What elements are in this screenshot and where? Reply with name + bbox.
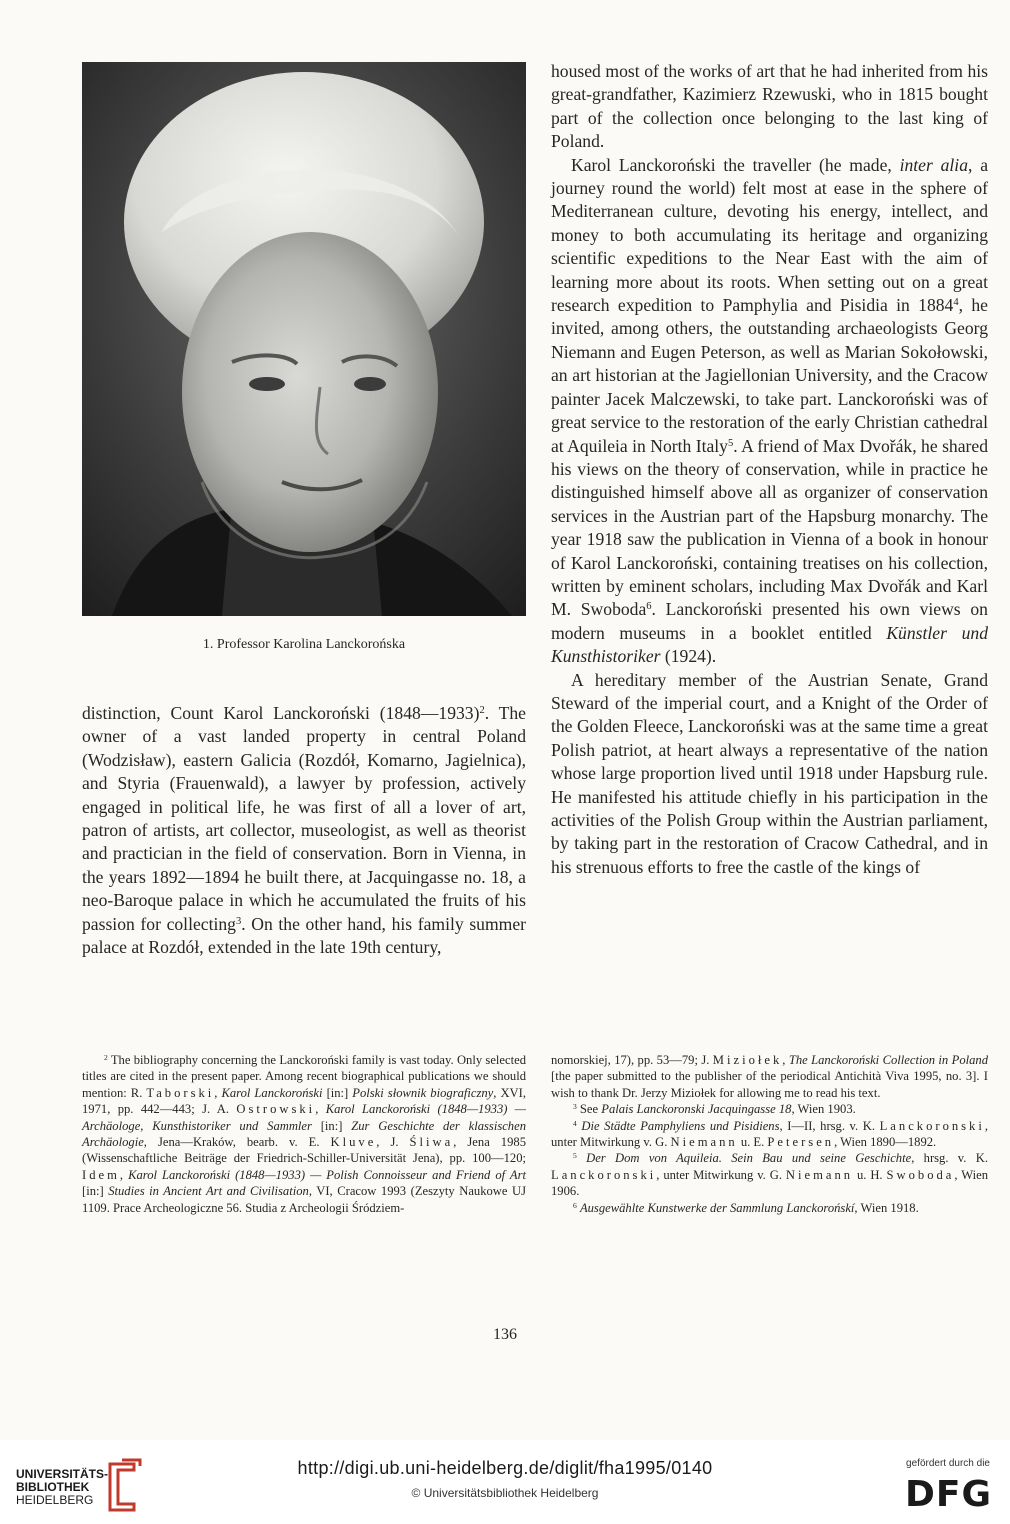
right-column-body <box>551 60 988 879</box>
left-column-body <box>82 702 526 959</box>
page-number: 136 <box>493 1326 517 1343</box>
funding-note: gefördert durch die <box>906 1458 990 1469</box>
footnotes-left <box>82 1052 526 1216</box>
dfg-logo: DFG <box>904 1474 992 1515</box>
paragraph-traveller: Karol Lanckoroński the traveller (he made, inter alia, a journey round the world) felt most at ease in the sphere of Mediterranean culture, devoting his energy, intellect, and money to both accumulating its heritage and organizing scientific expeditions to the Near East with the aim of learning more about its roots. When setting out on a great research expedition to Pamphylia and Pisidia in 1884$^4$, he invited, among others, the outstanding archaeologists Georg Niemann and Eugen Peterson, as well as Marian Sokołowski, an art historian at the Jagiellonian University, and the Cracow painter Jacek Malczewski, to take part. Lanckoroński was of great service to the restoration of the early Christian cathedral at Aquileia in North Italy$^5$. A friend of Max Dvořák, he shared his views on the theory of conservation, while in practice he distinguished himself above all as organizer of conservation services in the Austrian part of the Hapsburg monarchy. The year 1918 saw the publication in Vienna of a book in honour of Karol Lanckoroński, containing treatises on his collection, written by eminent scholars, including Max Dvořák and Karl M. Swoboda$^6$. Lanckoroński presented his own views on modern museums in a booklet entitled Künstler und Kunsthistoriker (1924). <box>551 154 988 667</box>
copyright-notice: © Universitätsbibliothek Heidelberg <box>411 1486 599 1500</box>
portrait-illustration <box>82 62 526 616</box>
photo-caption: 1. Professor Karolina Lanckorońska <box>202 637 406 652</box>
document-url-link[interactable]: http://digi.ub.uni-heidelberg.de/diglit/fha1995/0140 <box>297 1458 713 1478</box>
digitization-footer <box>0 1440 1010 1524</box>
paragraph-distinction: distinction, Count Karol Lanckoroński (1848—1933)$^2$. The owner of a vast landed property in central Poland (Wodzisław), eastern Galicia (Rozdół, Komarno, Jagielnica), and Styria (Frauenwald), a lawyer by profession, actively engaged in political life, he was first of all a lover of art, patron of artists, art collector, museologist, as well as theorist and practician in the field of conservation. Born in Vienna, in the years 1892—1894 he built there, at Jacquingasse no. 18, a neo-Baroque palace in which he accumulated the fruits of his passion for collecting$^3$. On the other hand, his family summer palace at Rozdół, extended in the late 19th century, <box>82 703 526 958</box>
footnote-3: $^3$ See Palais Lanckoronski Jacquingasse 18, Wien 1903. <box>573 1102 856 1117</box>
footnote-2-continued: nomorskiej, 17), pp. 53—79; J. Miziołek, The Lanckoroński Collection in Poland [the paper submitted to the publisher of the periodical Antichità Viva 1995, no. 3]. I wish to thank Dr. Jerzy Miziołek for allowing me to read his text. <box>551 1053 989 1100</box>
footnote-2: $^2$ The bibliography concerning the Lanckoroński family is vast today. Only selected titles are cited in the present paper. Among recent biographical publications we should mention: R. Taborski, Karol Lanckoroński [in:] Polski słownik biograficzny, XVI, 1971, pp. 442—443; J. A. Ostrowski, Karol Lanckoroński (1848—1933) — Archäologe, Kunsthistoriker und Sammler [in:] Zur Geschichte der klassischen Archäologie, Jena—Kraków, bearb. v. E. Kluve, J. Śliwa, Jena 1985 (Wissenschaftliche Beiträge der Friedrich-Schiller-Universität Jena), pp. 100—120; Idem, Karol Lanckoroński (1848—1933) — Polish Connoisseur and Friend of Art [in:] Studies in Ancient Art and Civilisation, VI, Cracow 1993 (Zeszyty Naukowe UJ 1109. Prace Archeologiczne 56. Studia z Archeologii Śródziem- <box>82 1052 527 1215</box>
footnote-4: $^4$ Die Städte Pamphyliens und Pisidiens, I—II, hrsg. v. K. Lanckoronski, unter Mitwirkung v. G. Niemann u. E. Petersen, Wien 1890—1892. <box>551 1118 989 1150</box>
footnotes-right <box>551 1052 988 1216</box>
portrait-photo <box>82 62 526 616</box>
paragraph-hereditary: A hereditary member of the Austrian Senate, Grand Steward of the imperial court, and a Knight of the Order of the Golden Fleece, Lanckoroński was at the same time a great Polish patriot, at heart always a representative of the nation whose large proportion lived until 1918 under Hapsburg rule. He manifested his attitude chiefly in his participation in the activities of the Polish Group within the Austrian parliament, by taking part in the restoration of Cracow Cathedral, and in his strenuous efforts to free the castle of the kings of <box>551 669 988 877</box>
footnote-5: $^5$ Der Dom von Aquileia. Sein Bau und seine Geschichte, hrsg. v. K. Lanckoronski, unter Mitwirkung v. G. Niemann u. H. Swoboda, Wien 1906. <box>551 1151 988 1199</box>
paragraph-housed: housed most of the works of art that he had inherited from his great-grandfather, Kazimierz Rzewuski, who in 1815 bought part of the collection once belonging to the last king of Poland. <box>551 61 988 152</box>
library-name: UNIVERSITÄTS- BIBLIOTHEK HEIDELBERG <box>16 1467 109 1507</box>
footnote-6: $^6$ Ausgewählte Kunstwerke der Sammlung Lanckorońskí, Wien 1918. <box>573 1200 919 1215</box>
